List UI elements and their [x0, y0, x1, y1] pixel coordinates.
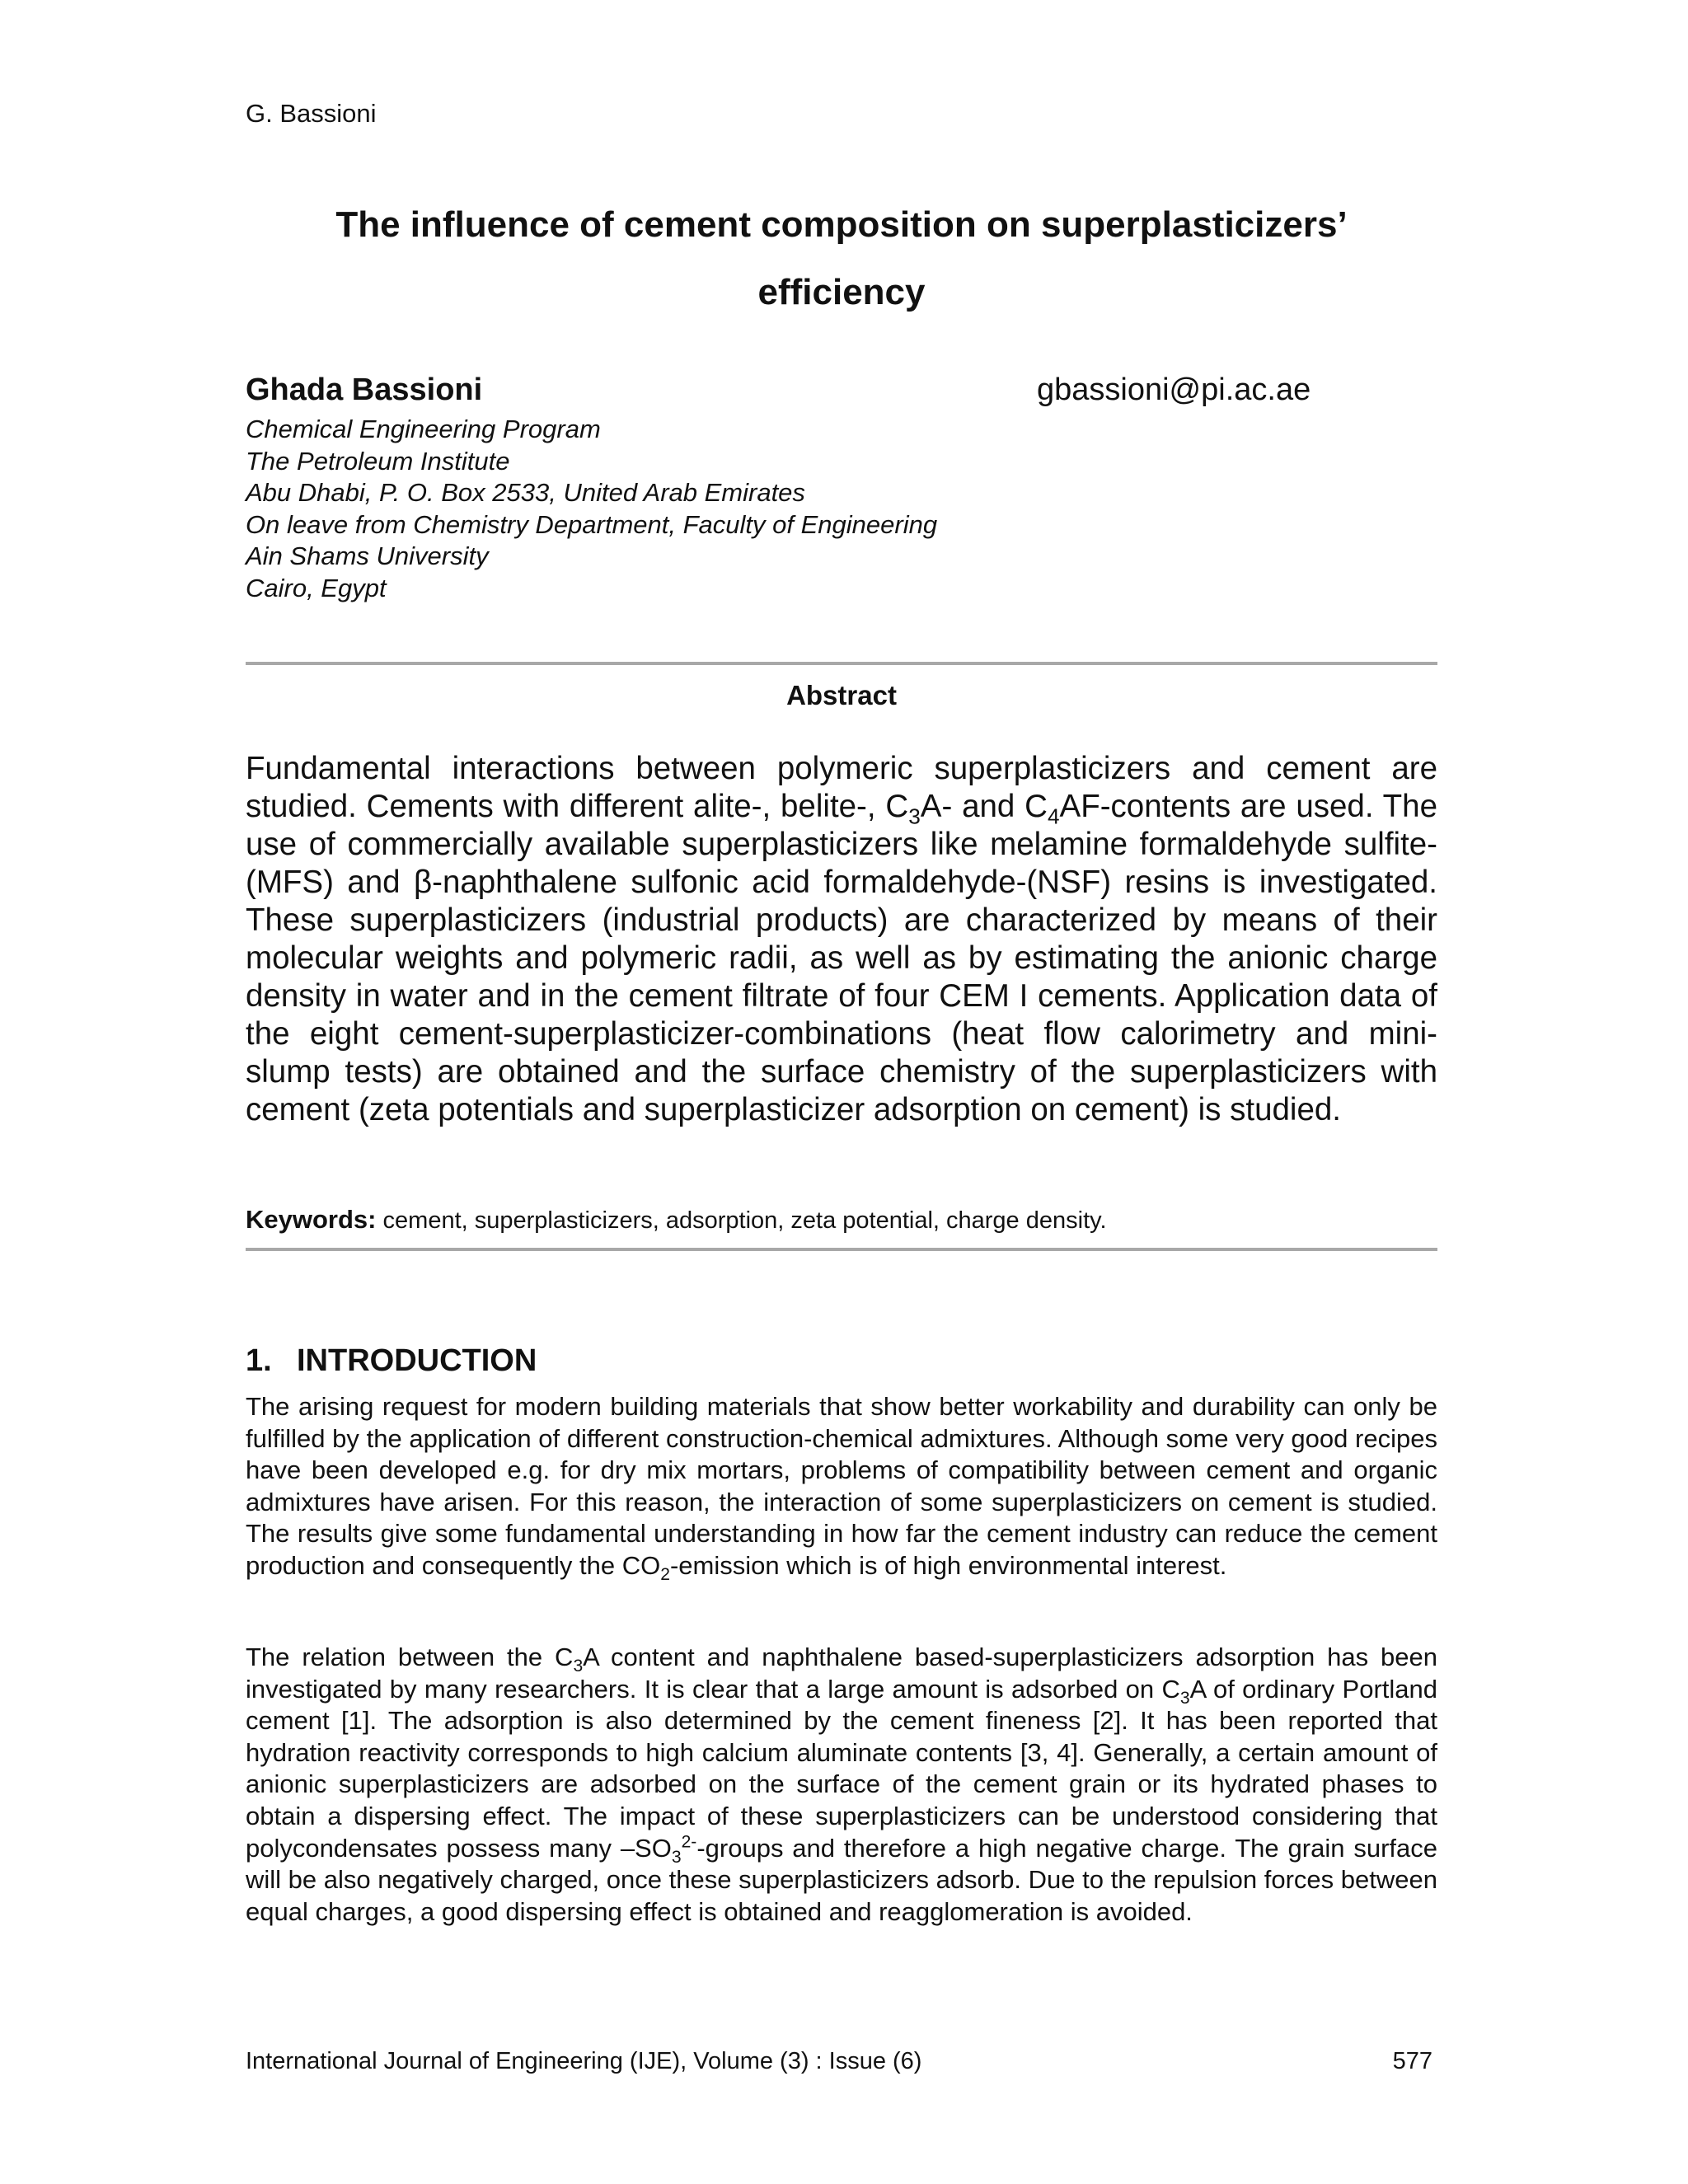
affiliation-line: Cairo, Egypt [246, 573, 387, 602]
abstract-text: Fundamental interactions between polymeric superplasticizers and cement are studied. Cements with different alite-, belite-, $C_3A-$ and $C_4AF$-contents are used. The use of commercially available superplasticizers like melamine formaldehyde sulfite- (MFS) and β-naphthalene sulfonic acid formaldehyde-(NSF) resins is investigated. These superplasticizers (industrial products) are characterized by means of their molecular weights and polymeric radii, as well as by estimating the anionic charge density in water and in the cement filtrate of four CEM I cements. Application data of the eight cement-superplasticizer-combinations (heat flow calorimetry and mini-slump tests) are obtained and the surface chemistry of the superplasticizers with cement (zeta potentials and superplasticizer adsorption on cement) is studied. [246, 751, 1438, 1127]
keywords [246, 1205, 1107, 1235]
affiliation-line: Chemical Engineering Program [246, 415, 601, 443]
footer-page-number: 577 [1392, 2048, 1432, 2074]
section-heading-introduction [246, 1343, 537, 1379]
intro-paragraph-1: The arising request for modern building materials that show better workability and durability can only be fulfilled by the application of different construction-chemical admixtures. Although some very good recipes have been developed e.g. for dry mix mortars, problems of compatibility between cement and organic admixtures have arisen. For this reason, the interaction of some superplasticizers on cement is studied. The results give some fundamental understanding in how far the cement industry can reduce the cement production and consequently the $CO_2$-emission which is of high environmental interest. [246, 1392, 1437, 1585]
title-line-1: The influence of cement composition on superplasticizers’ [335, 204, 1348, 245]
running-head: G. Bassioni [246, 99, 377, 128]
affiliation-line: Ain Shams University [246, 541, 489, 570]
footer-journal: International Journal of Engineering (IJE), Volume (3) : Issue (6) [246, 2048, 922, 2074]
abstract-bottom-divider [246, 1248, 1437, 1251]
paper-title [246, 191, 1437, 326]
section-number: 1. [246, 1343, 272, 1378]
intro-paragraph-2: The relation between the $C_3A$ content and naphthalene based-superplasticizers adsorption has been investigated by many researchers. It is clear that a large amount is adsorbed on $C_3A$ of ordinary Portland cement [1]. The adsorption is also determined by the cement fineness [2]. It has been reported that hydration reactivity corresponds to high calcium aluminate contents [3, 4]. Generally, a certain amount of anionic superplasticizers are adsorbed on the surface of the cement grain or its hydrated phases to obtain a dispersing effect. The impact of these superplasticizers can be understood considering that polycondensates possess many $-SO_3^{2-}$-groups and therefore a high negative charge. The grain surface will be also negatively charged, once these superplasticizers adsorb. Due to the repulsion forces between equal charges, a good dispersing effect is obtained and reagglomeration is avoided. [246, 1643, 1437, 1926]
affiliation-line: The Petroleum Institute [246, 446, 510, 476]
abstract-heading: Abstract [786, 680, 897, 710]
author-name: Ghada Bassioni [246, 373, 483, 407]
author-email: gbassioni@pi.ac.ae [1037, 373, 1311, 407]
keywords-label: Keywords: [246, 1205, 377, 1234]
affiliation-line: Abu Dhabi, P. O. Box 2533, United Arab Emirates [246, 478, 805, 507]
section-title: INTRODUCTION [297, 1343, 537, 1378]
affiliation-line: On leave from Chemistry Department, Faculty of Engineering [246, 509, 938, 539]
abstract-top-divider [246, 662, 1437, 665]
title-line-2: efficiency [757, 272, 926, 312]
author-affiliation [246, 414, 937, 604]
keywords-text: cement, superplasticizers, adsorption, zeta potential, charge density. [382, 1207, 1107, 1234]
